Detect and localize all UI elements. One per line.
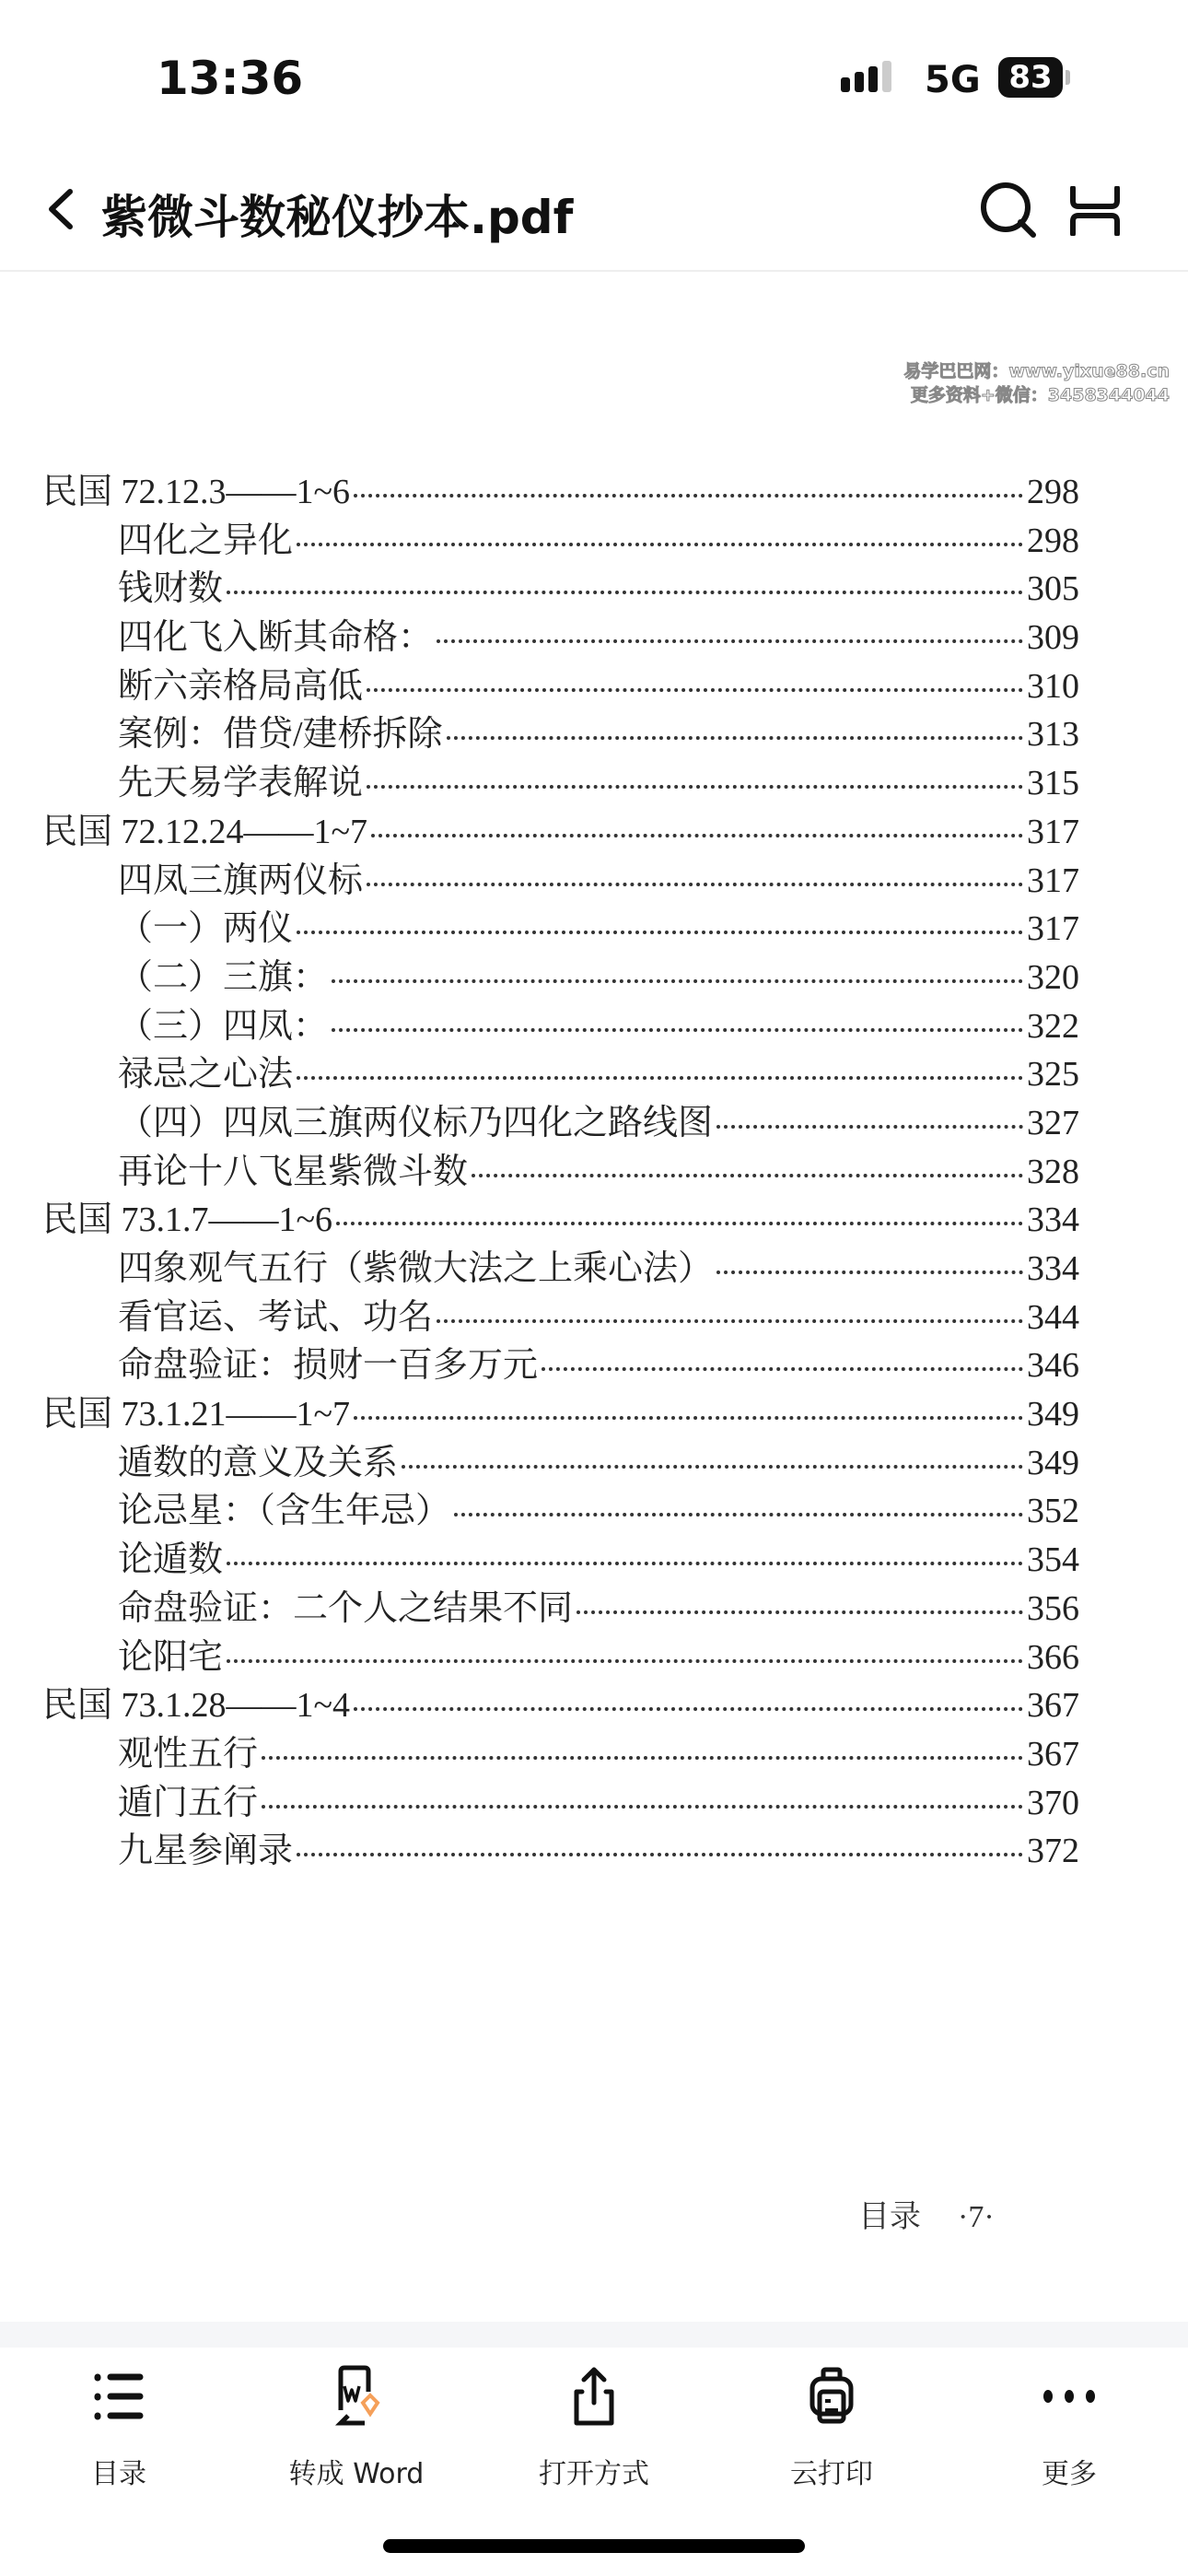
dot-leader	[354, 494, 1023, 498]
toc-entry-page: 372	[1027, 1832, 1079, 1871]
dot-leader	[227, 1562, 1023, 1565]
toc-entry-page: 366	[1027, 1637, 1079, 1677]
more-icon	[1037, 2364, 1101, 2429]
toc-entry-page: 298	[1027, 521, 1079, 560]
dot-leader	[472, 1174, 1023, 1177]
back-icon[interactable]	[44, 186, 77, 232]
dot-leader	[354, 1707, 1023, 1711]
dot-leader	[716, 1270, 1023, 1274]
toc-entry-title: 四象观气五行（紫微大法之上乘心法）	[118, 1249, 714, 1288]
toc-entry-title: 命盘验证：二个人之结果不同	[118, 1588, 574, 1628]
toc-entry-title: 先天易学表解说	[118, 764, 364, 803]
toc-entry-page: 334	[1027, 1200, 1079, 1240]
dot-leader	[402, 1465, 1023, 1469]
toc-entry-page: 334	[1027, 1249, 1079, 1288]
toc-label: 目录	[91, 2458, 146, 2490]
toc-entry-page: 305	[1027, 569, 1079, 609]
dot-leader	[454, 1513, 1023, 1516]
toc-entry[interactable]	[0, 1628, 1188, 1677]
toc-entry-title: 九星参阐录	[118, 1832, 294, 1871]
toc-entry[interactable]	[0, 1821, 1188, 1870]
toc-entry-title: （三）四凤：	[118, 1006, 329, 1046]
toc-entry-page: 370	[1027, 1783, 1079, 1822]
toc-entry-title: 观性五行	[118, 1734, 259, 1774]
toc-entry[interactable]	[0, 1676, 1188, 1725]
toc-entry-page: 322	[1027, 1006, 1079, 1046]
toc-entry[interactable]	[0, 511, 1188, 560]
toc-entry-title: 民国 73.1.21——1~7	[42, 1395, 351, 1434]
page-footer	[858, 2191, 1031, 2236]
home-indicator[interactable]	[383, 2539, 805, 2553]
toc-entry[interactable]	[0, 899, 1188, 948]
toc-entry[interactable]	[0, 851, 1188, 900]
toc-entry[interactable]	[0, 608, 1188, 657]
toc-entry-page: 317	[1027, 909, 1079, 949]
list-icon	[87, 2364, 151, 2429]
toc-entry[interactable]	[0, 705, 1188, 754]
toc-entry[interactable]	[0, 1336, 1188, 1385]
toolbar-toggle-icon[interactable]	[1068, 186, 1122, 236]
dot-leader	[371, 834, 1023, 837]
watermark-line: 易学巴巴网：www.yixue88.cn	[903, 361, 1170, 381]
toc-entry-title: 再论十八飞星紫微斗数	[118, 1152, 469, 1191]
toc-entry-title: 民国 72.12.24——1~7	[42, 812, 368, 851]
dot-leader	[437, 1319, 1023, 1323]
toc-entry[interactable]	[0, 1481, 1188, 1530]
toc-entry-page: 349	[1027, 1443, 1079, 1482]
toc-entry[interactable]	[0, 1579, 1188, 1628]
toc-entry[interactable]	[0, 1434, 1188, 1482]
toc-entry-title: 四化飞入断其命格：	[118, 618, 434, 658]
dot-leader	[367, 688, 1023, 692]
toc-entry-title: （一）两仪	[118, 909, 294, 949]
toc-entry[interactable]	[0, 1288, 1188, 1337]
dot-leader	[297, 1076, 1023, 1080]
toc-entry-title: 断六亲格局高低	[118, 666, 364, 706]
toc-entry[interactable]	[0, 997, 1188, 1046]
toc-entry-page: 367	[1027, 1686, 1079, 1726]
status-time: 13:36	[157, 52, 304, 105]
convert-word-label: 转成 Word	[288, 2458, 425, 2490]
dot-leader	[542, 1367, 1023, 1371]
status-bar	[0, 0, 1188, 147]
dot-leader	[297, 543, 1023, 546]
toc-entry[interactable]	[0, 1530, 1188, 1579]
printer-icon	[799, 2364, 864, 2429]
dot-leader	[227, 591, 1023, 594]
dot-leader	[332, 979, 1023, 983]
pdf-page[interactable]	[0, 273, 1188, 2322]
signal-icon	[841, 61, 891, 92]
toc-entry[interactable]	[0, 1142, 1188, 1191]
toc-entry-page: 354	[1027, 1540, 1079, 1580]
toc-entry-title: 遁门五行	[118, 1783, 259, 1822]
toc-entry-page: 325	[1027, 1055, 1079, 1095]
toc-entry-title: 民国 73.1.28——1~4	[42, 1686, 351, 1726]
toc-entry-title: （二）三旗：	[118, 957, 329, 997]
battery-icon: 83	[998, 57, 1063, 98]
dot-leader	[577, 1610, 1023, 1614]
more-label: 更多	[1042, 2458, 1097, 2490]
dot-leader	[367, 883, 1023, 886]
toc-entry[interactable]	[0, 559, 1188, 608]
dot-leader	[447, 736, 1023, 740]
toc-entry-title: 民国 73.1.7——1~6	[42, 1200, 333, 1240]
toc-entry[interactable]	[0, 463, 1188, 511]
toc-entry-page: 320	[1027, 957, 1079, 997]
dot-leader	[367, 785, 1023, 789]
toc-entry[interactable]	[0, 657, 1188, 706]
footer-section: 目录	[858, 2200, 921, 2234]
dot-leader	[332, 1028, 1023, 1032]
toc-entry-title: 四化之异化	[118, 521, 294, 560]
toc-entry-title: 论忌星：（含生年忌）	[118, 1492, 451, 1531]
toc-entry-page: 317	[1027, 861, 1079, 900]
toc-entry-title: 论阳宅	[118, 1637, 224, 1677]
dot-leader	[297, 1853, 1023, 1856]
toc-entry[interactable]	[0, 1774, 1188, 1822]
toc-entry-title: 看官运、考试、功名	[118, 1297, 434, 1337]
toc-entry-title: 案例：借贷/建桥拆除	[118, 715, 443, 755]
dot-leader	[336, 1222, 1023, 1225]
toc-entry-page: 310	[1027, 666, 1079, 706]
footer-page-number: ·7·	[958, 2200, 995, 2234]
cloud-print-label: 云打印	[790, 2458, 873, 2490]
toc-entry[interactable]	[0, 1725, 1188, 1774]
word-convert-icon	[324, 2364, 389, 2429]
share-icon	[562, 2364, 626, 2429]
open-with-label: 打开方式	[539, 2458, 649, 2490]
toc-entry[interactable]	[0, 802, 1188, 851]
toc-entry-page: 309	[1027, 618, 1079, 658]
watermark-line: 更多资料+微信：3458344044	[910, 385, 1170, 405]
dot-leader	[437, 639, 1023, 643]
dot-leader	[262, 1805, 1023, 1809]
dot-leader	[297, 931, 1023, 934]
toc-entry-page: 315	[1027, 764, 1079, 803]
network-type: 5G	[925, 59, 981, 101]
toc-entry-page: 313	[1027, 715, 1079, 755]
toc-entry[interactable]	[0, 1239, 1188, 1288]
document-title: 紫微斗数秘仪抄本.pdf	[101, 191, 574, 244]
toc-entry[interactable]	[0, 948, 1188, 997]
toc-entry-title: 四凤三旗两仪标	[118, 861, 364, 900]
toc-entry-page: 352	[1027, 1492, 1079, 1531]
toc-entry-page: 367	[1027, 1734, 1079, 1774]
dot-leader	[354, 1416, 1023, 1420]
table-of-contents	[0, 463, 1188, 1870]
toc-entry-title: （四）四凤三旗两仪标乃四化之路线图	[118, 1103, 714, 1142]
toc-entry-title: 命盘验证：损财一百多万元	[118, 1346, 539, 1386]
toc-entry-title: 民国 72.12.3——1~6	[42, 473, 351, 511]
dot-leader	[227, 1659, 1023, 1663]
search-icon[interactable]	[978, 180, 1039, 240]
toc-entry-page: 356	[1027, 1588, 1079, 1628]
toc-entry-page: 346	[1027, 1346, 1079, 1386]
toc-entry-title: 遁数的意义及关系	[118, 1443, 399, 1482]
more-button[interactable]	[950, 2348, 1188, 2576]
toc-button[interactable]	[0, 2348, 238, 2576]
divider	[0, 2322, 1188, 2348]
toc-entry[interactable]	[0, 1190, 1188, 1239]
toc-entry-title: 论遁数	[118, 1540, 224, 1580]
toc-entry[interactable]	[0, 1094, 1188, 1142]
dot-leader	[262, 1756, 1023, 1760]
toc-entry-page: 298	[1027, 473, 1079, 511]
toc-entry-page: 349	[1027, 1395, 1079, 1434]
toc-entry-title: 禄忌之心法	[118, 1055, 294, 1095]
toc-entry-page: 317	[1027, 812, 1079, 851]
toc-entry-page: 344	[1027, 1297, 1079, 1337]
app-header	[0, 147, 1188, 272]
watermark	[903, 359, 1170, 407]
toc-entry[interactable]	[0, 1385, 1188, 1434]
toc-entry[interactable]	[0, 754, 1188, 802]
toc-entry-page: 327	[1027, 1103, 1079, 1142]
dot-leader	[716, 1125, 1023, 1129]
toc-entry-title: 钱财数	[118, 569, 224, 609]
toc-entry-page: 328	[1027, 1152, 1079, 1191]
toc-entry[interactable]	[0, 1045, 1188, 1094]
